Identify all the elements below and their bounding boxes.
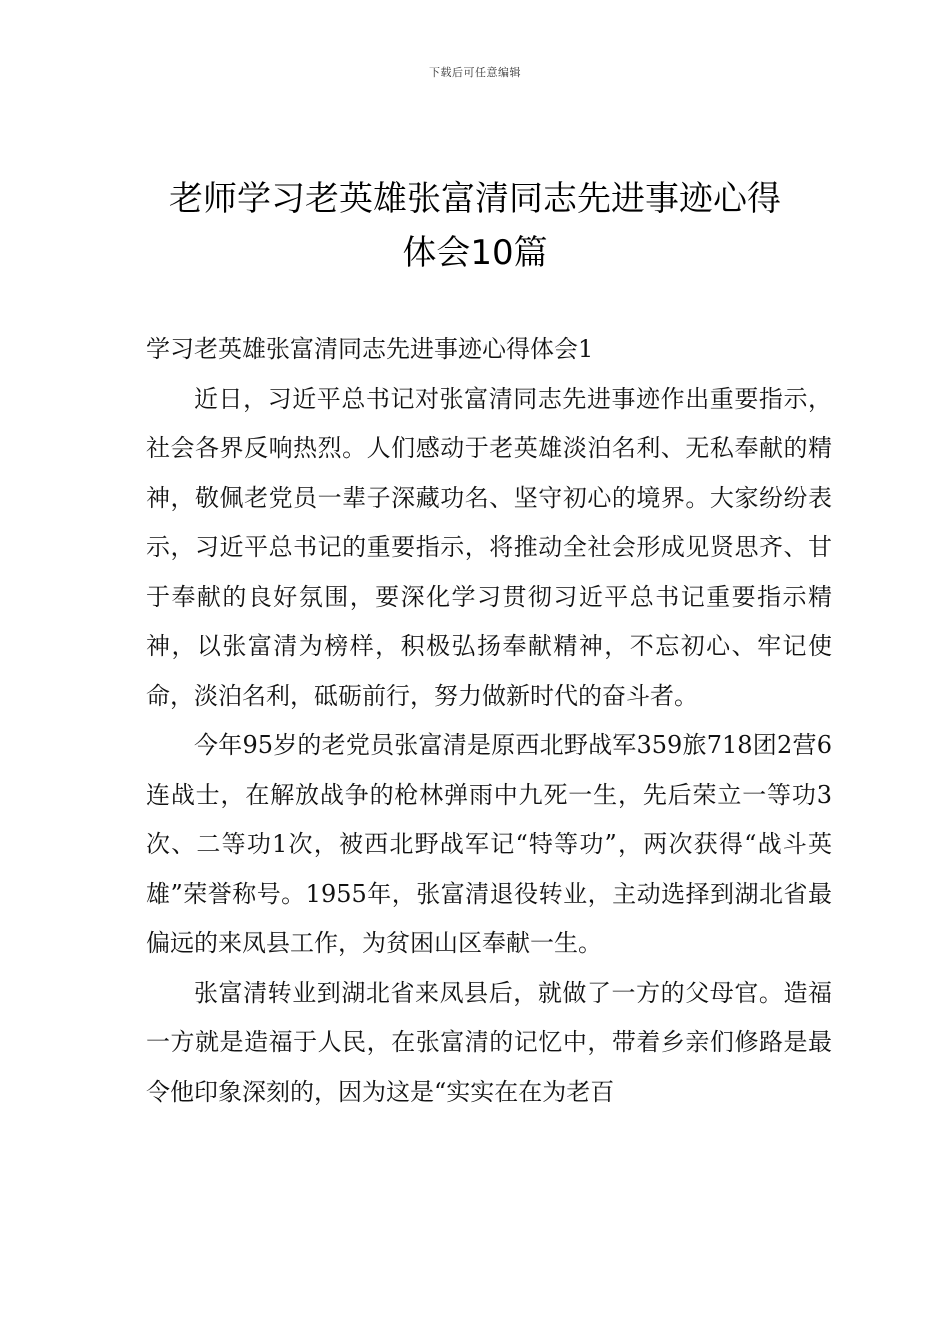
paragraph-1: 近日，习近平总书记对张富清同志先进事迹作出重要指示，社会各界反响热烈。人们感动于老英雄淡泊名利、无私奉献的精神，敬佩老党员一辈子深藏功名、坚守初心的境界。大家纷纷表示，习近平总书记的重要指示，将推动全社会形成见贤思齐、甘于奉献的良好氛围，要深化学习贯彻习近平总书记重要指示精神，以张富清为榜样，积极弘扬奉献精神，不忘初心、牢记使命，淡泊名利，砥砺前行，努力做新时代的奋斗者。 [146,384,832,710]
section-heading: 学习老英雄张富清同志先进事迹心得体会1 [146,335,594,363]
title-line-1: 老师学习老英雄张富清同志先进事迹心得 [169,179,781,219]
title-line-2: 体会10篇 [402,233,548,273]
paragraph-2: 今年95岁的老党员张富清是原西北野战军359旅718团2营6连战士，在解放战争的枪林弹雨中九死一生，先后荣立一等功3次、二等功1次，被西北野战军记“特等功”，两次获得“战斗英雄”荣誉称号。1955年，张富清退役转业，主动选择到湖北省最偏远的来凤县工作，为贫困山区奉献一生。 [146,731,832,957]
header-note: 下载后可任意编辑 [429,66,521,79]
document-body [146,325,832,1117]
paragraph-3: 张富清转业到湖北省来凤县后，就做了一方的父母官。造福一方就是造福于人民，在张富清的记忆中，带着乡亲们修路是最令他印象深刻的，因为这是“实实在在为老百 [146,978,832,1106]
document-title [110,172,840,280]
